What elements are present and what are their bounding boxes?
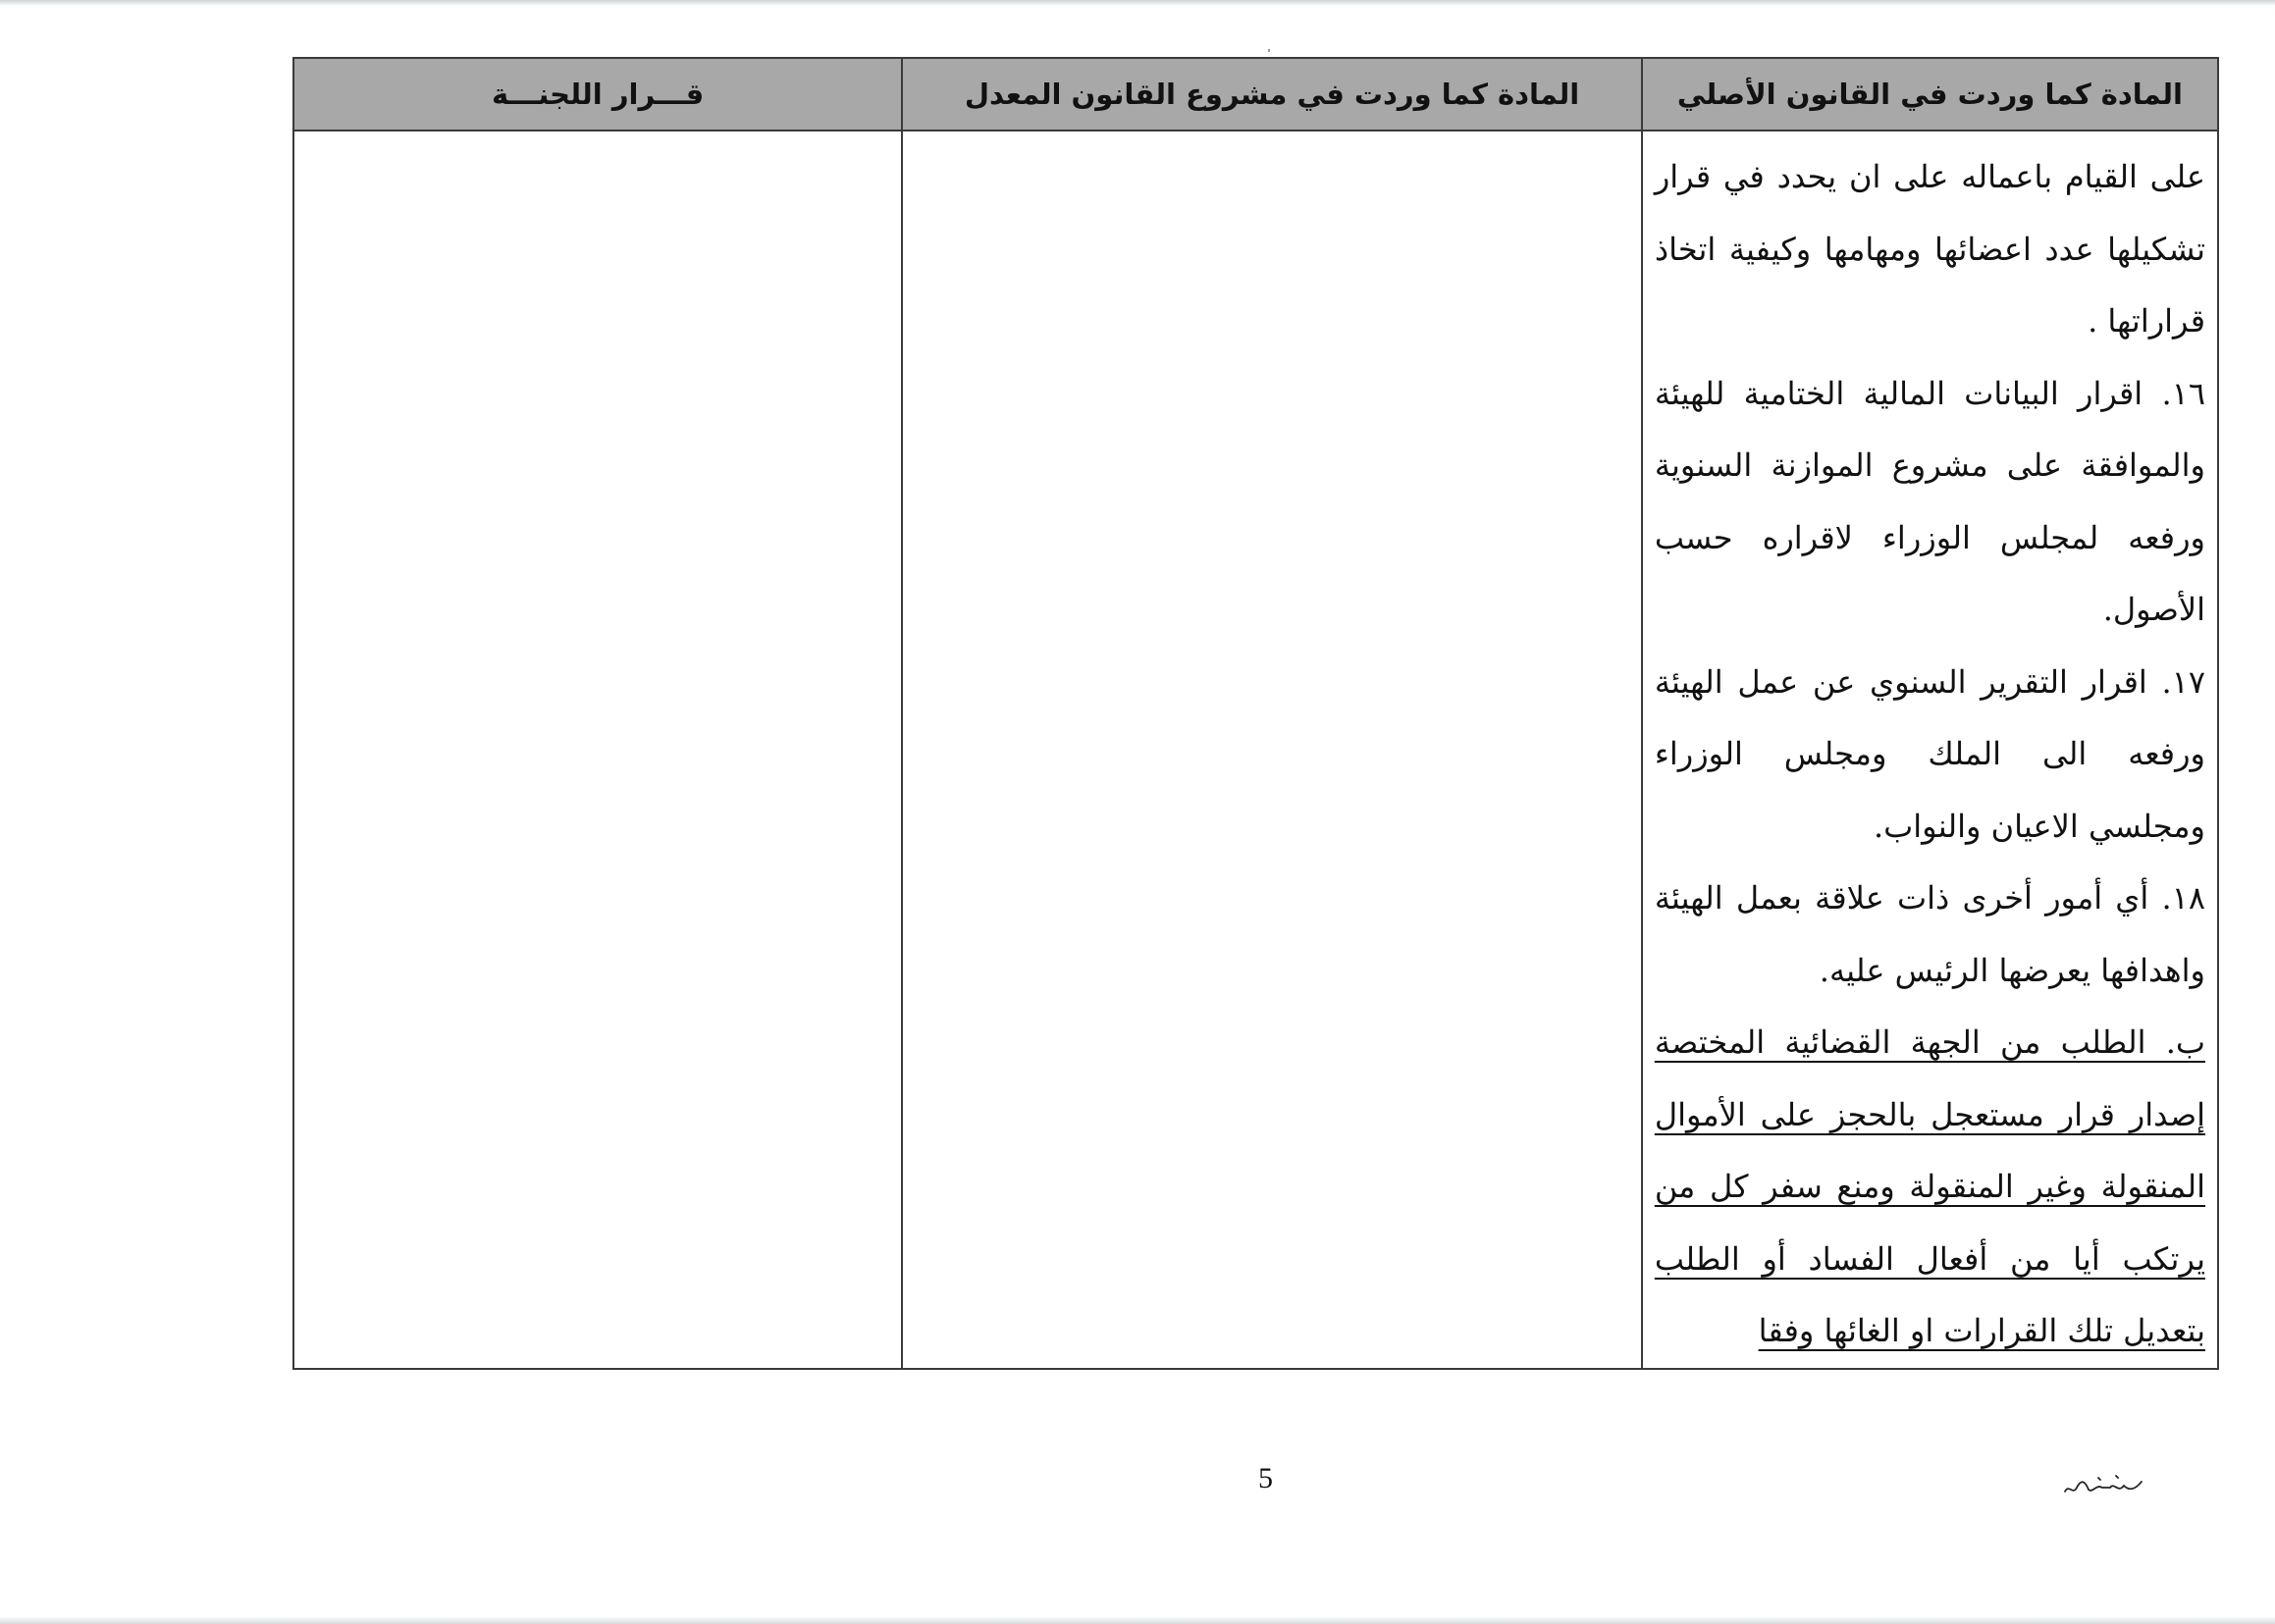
table-row — [293, 131, 2218, 1369]
cell-original-law — [1642, 131, 2218, 1369]
header-amended-law: المادة كما وردت في مشروع القانون المعدل — [902, 58, 1642, 131]
paragraph-item-17: ١٧. اقرار التقرير السنوي عن عمل الهيئة ورفعه الى الملك ومجلس الوزراء ومجلسي الاعيان والنواب. — [1654, 662, 2205, 845]
cell-amended-law — [902, 131, 1642, 1369]
scan-edge-bottom — [0, 1616, 2275, 1624]
paragraph-continuation: على القيام باعماله على ان يحدد في قرار تشكيلها عدد اعضائها ومهامها وكيفية اتخاذ قراراتها . — [1654, 158, 2205, 340]
header-committee-decision: قـــرار اللجنـــة — [293, 58, 902, 131]
handwritten-signature — [2059, 1470, 2147, 1499]
paragraph-b-underlined: ب. الطلب من الجهة القضائية المختصة إصدار قرار مستعجل بالحجز على الأموال المنقولة وغير المنقولة ومنع سفر كل من يرتكب أيا من أفعال الفساد أو الطلب بتعديل تلك القرارات او الغائها وفقا — [1654, 1023, 2205, 1349]
header-original-law: المادة كما وردت في القانون الأصلي — [1642, 58, 2218, 131]
paragraph-item-16: ١٦. اقرار البيانات المالية الختامية للهيئة والموافقة على مشروع الموازنة السنوية ورفعه لمجلس الوزراء لاقراره حسب الأصول. — [1654, 374, 2205, 628]
comparison-table — [292, 57, 2219, 1370]
cell-committee-decision — [293, 131, 902, 1369]
paragraph-item-18: ١٨. أي أمور أخرى ذات علاقة بعمل الهيئة واهدافها يعرضها الرئيس عليه. — [1654, 879, 2205, 989]
scan-edge-top — [0, 0, 2275, 6]
scan-mark — [1268, 49, 1270, 52]
committee-decision-text — [294, 131, 901, 141]
table-header-row — [293, 58, 2218, 131]
amended-law-text — [903, 131, 1641, 141]
original-law-text — [1643, 131, 2217, 1368]
page-number: 5 — [1258, 1462, 1273, 1494]
